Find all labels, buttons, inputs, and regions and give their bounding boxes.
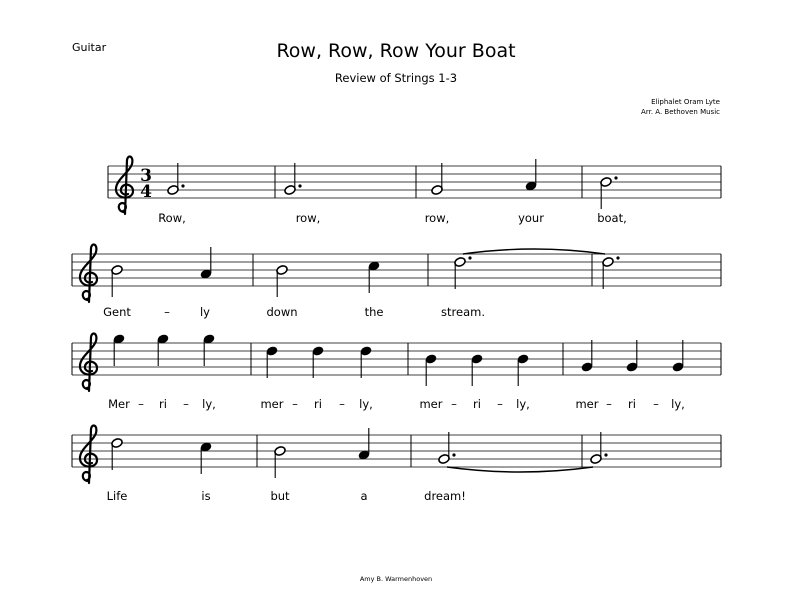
instrument-label: Guitar	[72, 41, 107, 54]
lyric-syllable: Row,	[158, 211, 186, 225]
lyric-syllable: ri	[473, 397, 481, 411]
lyric-syllable: –	[497, 397, 503, 411]
lyric-syllable: dream!	[424, 489, 466, 503]
lyric-syllable: ri	[159, 397, 167, 411]
note	[274, 446, 286, 478]
lyric-syllable: –	[451, 397, 457, 411]
lyric-syllable: is	[201, 489, 211, 503]
lyric-syllable: stream.	[441, 305, 485, 319]
note	[600, 176, 618, 209]
tie	[463, 249, 605, 254]
note	[454, 256, 472, 289]
note	[113, 334, 125, 366]
lyric-syllable: Mer	[108, 397, 130, 411]
note	[471, 354, 483, 386]
note	[517, 354, 529, 386]
lyric-syllable: Life	[106, 489, 128, 503]
lyric-syllable: –	[606, 397, 612, 411]
lyric-syllable: –	[138, 397, 144, 411]
note	[602, 256, 620, 289]
lyric-syllable: ri	[314, 397, 322, 411]
note	[312, 346, 324, 378]
treble-clef-icon	[80, 245, 97, 302]
treble-clef-icon	[80, 426, 97, 483]
lyric-syllable: boat,	[597, 211, 627, 225]
augmentation-dot	[181, 184, 184, 187]
footer-credit: Amy B. Warmenhoven	[359, 575, 433, 583]
lyric-syllable: –	[653, 397, 659, 411]
note	[368, 261, 380, 293]
treble-clef-icon	[116, 157, 133, 214]
arranger-credit: Arr. A. Bethoven Music	[641, 108, 720, 116]
note	[111, 438, 123, 470]
lyric-syllable: mer	[260, 397, 284, 411]
augmentation-dot	[614, 176, 617, 179]
lyric-syllable: ly,	[202, 397, 216, 411]
staff-system	[108, 157, 721, 225]
time-signature-bottom: 4	[140, 182, 152, 202]
augmentation-dot	[604, 453, 607, 456]
staff-system	[72, 334, 721, 411]
tie	[447, 467, 593, 472]
lyric-syllable: –	[339, 397, 345, 411]
lyric-syllable: ri	[628, 397, 636, 411]
note	[266, 346, 278, 378]
lyric-syllable: mer	[419, 397, 443, 411]
lyric-syllable: ly	[199, 305, 211, 319]
note	[284, 163, 302, 195]
lyric-syllable: your	[518, 211, 544, 225]
note	[167, 163, 185, 195]
note	[276, 265, 288, 297]
note	[431, 163, 443, 195]
note	[525, 159, 537, 191]
lyric-syllable: –	[183, 397, 189, 411]
lyric-syllable: ly,	[671, 397, 685, 411]
lyric-syllable: mer	[575, 397, 599, 411]
treble-clef-icon	[80, 334, 97, 391]
note	[581, 340, 593, 372]
note	[425, 354, 437, 386]
page-title: Row, Row, Row Your Boat	[276, 40, 516, 62]
note	[111, 265, 123, 297]
lyric-syllable: a	[360, 489, 368, 503]
lyric-syllable: but	[270, 489, 290, 503]
note	[672, 340, 684, 372]
lyric-syllable: row,	[295, 211, 321, 225]
lyric-syllable: down	[266, 305, 298, 319]
augmentation-dot	[452, 453, 455, 456]
lyric-syllable: ly,	[516, 397, 530, 411]
staff-system	[72, 426, 721, 503]
note	[200, 247, 212, 279]
note	[200, 442, 212, 474]
note	[626, 340, 638, 372]
note	[438, 432, 456, 464]
lyric-syllable: ly,	[359, 397, 373, 411]
lyric-syllable: –	[292, 397, 298, 411]
augmentation-dot	[298, 184, 301, 187]
lyric-syllable: the	[364, 305, 384, 319]
note	[157, 334, 169, 366]
staff-system	[72, 245, 721, 319]
note	[590, 432, 608, 464]
augmentation-dot	[616, 256, 619, 259]
lyric-syllable: Gent	[103, 305, 131, 319]
note	[203, 334, 215, 366]
lyric-syllable: –	[164, 305, 170, 319]
augmentation-dot	[468, 256, 471, 259]
page-subtitle: Review of Strings 1-3	[334, 71, 458, 85]
time-signature-top: 3	[140, 166, 152, 186]
note	[360, 346, 372, 378]
lyric-syllable: row,	[424, 211, 450, 225]
composer-credit: Eliphalet Oram Lyte	[651, 98, 720, 106]
note	[358, 428, 370, 460]
